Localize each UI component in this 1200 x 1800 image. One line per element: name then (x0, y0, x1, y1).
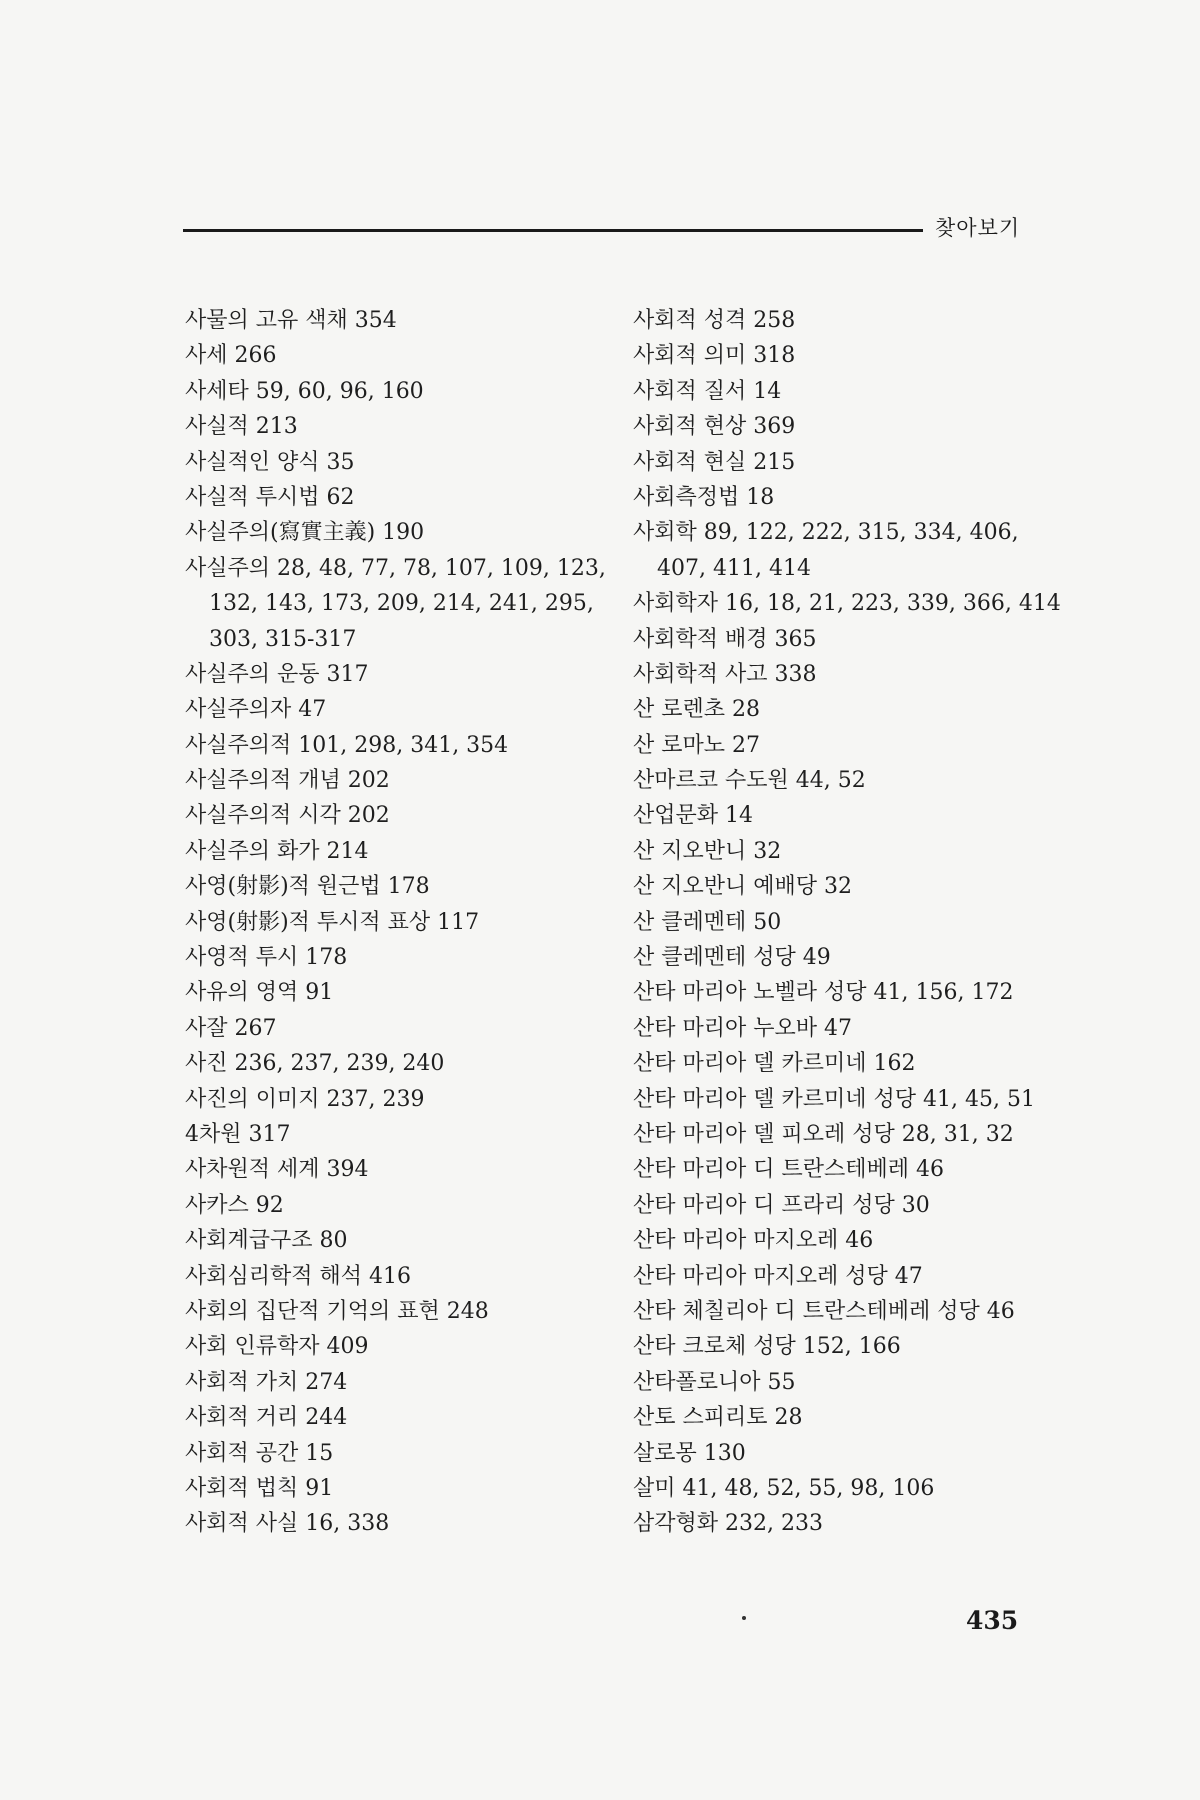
index-entry: 사회적 의미 318 (633, 343, 796, 369)
index-entry: 사실주의적 시각 202 (185, 803, 390, 829)
header-rule (183, 229, 923, 232)
running-header: 찾아보기 (935, 216, 1021, 240)
index-entry: 사실주의자 47 (185, 697, 327, 723)
index-entry: 사세타 59, 60, 96, 160 (185, 378, 424, 404)
index-entry: 사실주의적 개념 202 (185, 768, 390, 794)
index-entry: 산타 마리아 디 트란스테베레 46 (633, 1157, 944, 1183)
index-column-right (633, 303, 1073, 1542)
index-entry: 산마르코 수도원 44, 52 (633, 768, 866, 794)
index-entry: 사회적 질서 14 (633, 378, 782, 404)
index-entry: 사유의 영역 91 (185, 980, 334, 1006)
index-entry: 사회학적 배경 365 (633, 626, 817, 652)
index-entry: 산 클레멘테 50 (633, 909, 782, 935)
index-entry: 살미 41, 48, 52, 55, 98, 106 (633, 1475, 935, 1501)
index-entry: 산타 마리아 델 카르미네 162 (633, 1051, 916, 1077)
index-entry: 사실적 투시법 62 (185, 484, 355, 510)
index-entry: 사회적 법칙 91 (185, 1475, 334, 1501)
index-entry: 산 지오반니 예배당 32 (633, 874, 852, 900)
index-entry: 산 로렌초 28 (633, 697, 760, 723)
index-entry: 살로몽 130 (633, 1440, 746, 1466)
index-entry: 사실주의적 101, 298, 341, 354 (185, 732, 509, 758)
index-entry: 사회적 사실 16, 338 (185, 1511, 390, 1537)
index-entry: 산타 마리아 마지오레 성당 47 (633, 1263, 923, 1289)
index-entry: 사진 236, 237, 239, 240 (185, 1051, 445, 1077)
index-entry: 산타 마리아 노벨라 성당 41, 156, 172 (633, 980, 1014, 1006)
index-entry: 사회의 집단적 기억의 표현 248 (185, 1298, 489, 1324)
index-entry: 사실주의 화가 214 (185, 838, 369, 864)
index-entry: 사세 266 (185, 343, 277, 369)
index-entry: 사회 인류학자 409 (185, 1334, 369, 1360)
index-entry: 사실주의 운동 317 (185, 661, 369, 687)
print-speck (742, 1616, 746, 1620)
index-entry: 사실적 213 (185, 414, 298, 440)
index-entry: 사회학자 16, 18, 21, 223, 339, 366, 414 (633, 591, 1061, 617)
index-entry: 산타 체칠리아 디 트란스테베레 성당 46 (633, 1298, 1015, 1324)
index-entry: 산타 마리아 델 피오레 성당 28, 31, 32 (633, 1121, 1014, 1147)
index-entry: 사실주의 28, 48, 77, 78, 107, 109, 123, (185, 555, 606, 581)
index-entry: 산 로마노 27 (633, 732, 760, 758)
index-entry: 사회학적 사고 338 (633, 661, 817, 687)
index-entry: 산타 마리아 델 카르미네 성당 41, 45, 51 (633, 1086, 1035, 1112)
index-entry: 사실주의(寫實主義) 190 (185, 520, 425, 546)
index-entry: 산토 스피리토 28 (633, 1405, 803, 1431)
index-entry: 산타 마리아 디 프라리 성당 30 (633, 1192, 930, 1218)
index-entry: 4차원 317 (185, 1121, 291, 1147)
index-entry: 산 지오반니 32 (633, 838, 782, 864)
index-entry: 산업문화 14 (633, 803, 753, 829)
index-entry: 사차원적 세계 394 (185, 1157, 369, 1183)
index-entry: 사영(射影)적 원근법 178 (185, 874, 430, 900)
index-column-left (185, 303, 605, 1542)
index-entry: 사회학 89, 122, 222, 315, 334, 406, (633, 520, 1019, 546)
index-entry: 사회측정법 18 (633, 484, 775, 510)
index-entry: 사회심리학적 해석 416 (185, 1263, 411, 1289)
index-entry: 사잘 267 (185, 1015, 277, 1041)
index-entry: 사영(射影)적 투시적 표상 117 (185, 909, 480, 935)
index-entry: 사회적 공간 15 (185, 1440, 334, 1466)
index-entry: 산타 마리아 누오바 47 (633, 1015, 852, 1041)
page-number: 435 (966, 1606, 1019, 1635)
index-entry: 사진의 이미지 237, 239 (185, 1086, 425, 1112)
index-entry: 사회적 현실 215 (633, 449, 796, 475)
index-entry-continuation: 303, 315-317 (209, 626, 357, 652)
index-entry: 사영적 투시 178 (185, 945, 348, 971)
index-entry: 산타 크로체 성당 152, 166 (633, 1334, 901, 1360)
index-entry: 사카스 92 (185, 1192, 284, 1218)
index-entry: 산 클레멘테 성당 49 (633, 945, 831, 971)
index-entry-continuation: 132, 143, 173, 209, 214, 241, 295, (209, 591, 594, 617)
index-entry: 산타폴로니아 55 (633, 1369, 796, 1395)
index-entry-continuation: 407, 411, 414 (657, 555, 811, 581)
index-entry: 삼각형화 232, 233 (633, 1511, 823, 1537)
index-entry: 사회적 가치 274 (185, 1369, 348, 1395)
index-entry: 사회적 성격 258 (633, 308, 796, 333)
index-entry: 사회적 현상 369 (633, 414, 796, 440)
index-entry: 사회계급구조 80 (185, 1228, 348, 1254)
index-entry: 사회적 거리 244 (185, 1405, 348, 1431)
index-entry: 산타 마리아 마지오레 46 (633, 1228, 874, 1254)
index-entry: 사물의 고유 색채 354 (185, 308, 397, 333)
index-entry: 사실적인 양식 35 (185, 449, 355, 475)
